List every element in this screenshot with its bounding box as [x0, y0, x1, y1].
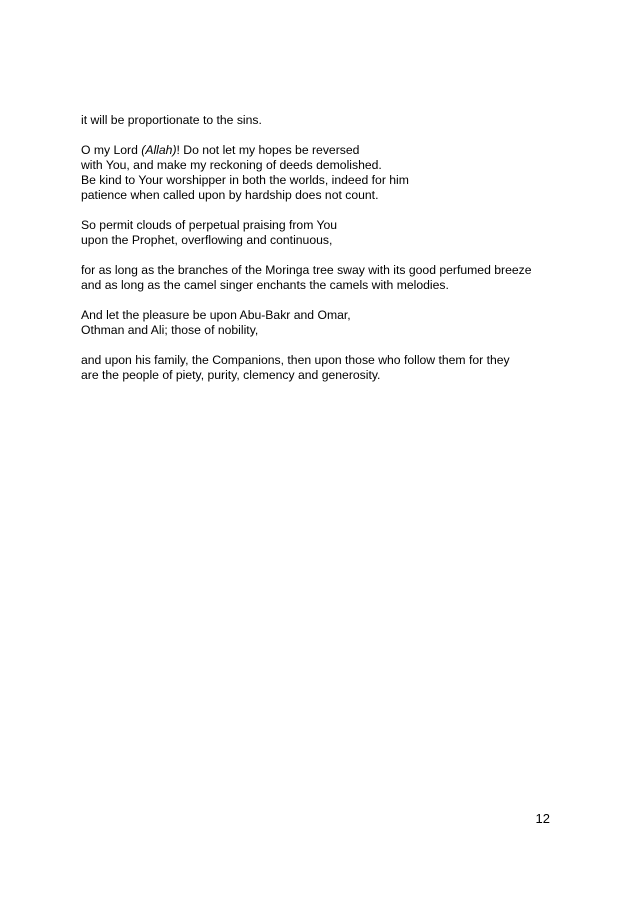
text-line: and as long as the camel singer enchants the camels with melodies. [81, 278, 449, 292]
text-run: ! Do not let my hopes be reversed [176, 143, 360, 157]
text-line [81, 143, 561, 158]
paragraph-1 [81, 113, 561, 128]
text-line: it will be proportionate to the sins. [81, 113, 262, 127]
paragraph-2 [81, 143, 561, 203]
text-line: And let the pleasure be upon Abu-Bakr and Omar, [81, 308, 351, 322]
text-line: are the people of piety, purity, clemency and generosity. [81, 368, 381, 382]
page-number: 12 [535, 811, 550, 826]
text-line: So permit clouds of perpetual praising from You [81, 218, 338, 232]
italic-text: (Allah) [141, 143, 177, 157]
body-text [81, 113, 561, 398]
paragraph-3 [81, 218, 561, 248]
text-line: Othman and Ali; those of nobility, [81, 323, 259, 337]
text-run: O my Lord [81, 143, 142, 157]
paragraph-4 [81, 263, 561, 293]
text-line: upon the Prophet, overflowing and continuous, [81, 233, 333, 247]
paragraph-5 [81, 308, 561, 338]
text-line: for as long as the branches of the Moringa tree sway with its good perfumed breeze [81, 263, 532, 277]
text-line: with You, and make my reckoning of deeds demolished. [81, 158, 382, 172]
text-line: Be kind to Your worshipper in both the worlds, indeed for him [81, 173, 409, 187]
text-line: and upon his family, the Companions, then upon those who follow them for they [81, 353, 510, 367]
paragraph-6 [81, 353, 561, 383]
text-line: patience when called upon by hardship does not count. [81, 188, 379, 202]
